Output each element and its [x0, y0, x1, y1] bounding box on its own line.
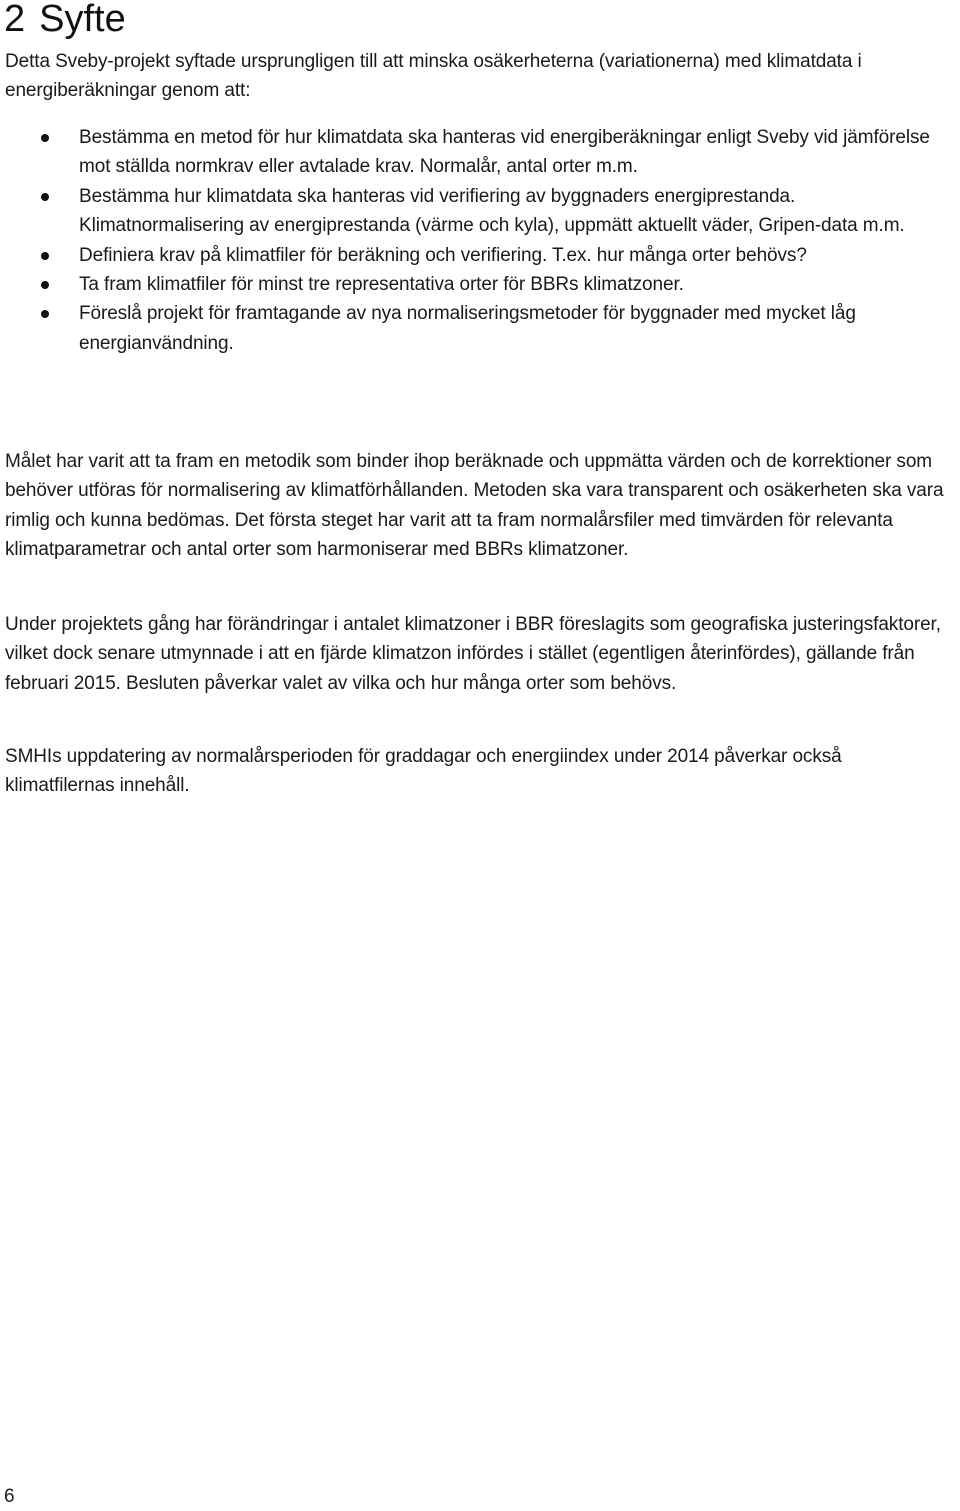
bullet-icon — [41, 281, 49, 289]
bullet-item — [0, 123, 955, 182]
section-number: 2 — [4, 0, 26, 40]
bullet-icon — [41, 310, 49, 318]
intro-paragraph: Detta Sveby-projekt syftade ursprungligen till att minska osäkerheterna (variationerna) med klimatdata i energiberäkningar genom att: — [5, 51, 862, 102]
body-paragraph: SMHIs uppdatering av normalårsperioden för graddagar och energiindex under 2014 påverkar också klimatfilernas innehåll. — [5, 746, 842, 797]
bullet-item — [0, 241, 955, 270]
bullet-icon — [41, 193, 49, 201]
section-title: Syfte — [39, 0, 126, 40]
body-paragraph: Under projektets gång har förändringar i antalet klimatzoner i BBR föreslagits som geografiska justeringsfaktorer, vilket dock senare utmynnade i att en fjärde klimatzon infördes i stället (egentligen återinfördes), gällande från februari 2015. Besluten påverkar valet av vilka och hur många orter som behövs. — [5, 614, 941, 694]
bullet-icon — [41, 134, 49, 142]
bullet-item — [0, 299, 955, 358]
bullet-text: Bestämma en metod för hur klimatdata ska hanteras vid energiberäkningar enligt Sveby vid jämförelse mot ställda normkrav eller avtalade krav. Normalår, antal orter m.m. — [79, 127, 930, 178]
bullet-text: Bestämma hur klimatdata ska hanteras vid verifiering av byggnaders energiprestanda. Klimatnormalisering av energiprestanda (värme och kyla), uppmätt aktuellt väder, Gripen-data m.m. — [79, 185, 905, 237]
section-heading — [4, 0, 126, 42]
body-paragraph: Målet har varit att ta fram en metodik som binder ihop beräknade och uppmätta värden och de korrektioner som behöver utföras för normalisering av klimatförhållanden. Metoden ska vara transparent och osäkerheten ska vara rimlig och kunna bedömas. Det första steget har varit att ta fram normalårsfiler med timvärden för relevanta klimatparametrar och antal orter som harmoniserar med BBRs klimatzoner. — [5, 451, 944, 561]
bullet-text: Ta fram klimatfiler för minst tre representativa orter för BBRs klimatzoner. — [79, 274, 684, 296]
bullet-item — [0, 270, 955, 299]
page-number: 6 — [4, 1486, 15, 1507]
bullet-text: Definiera krav på klimatfiler för beräkning och verifiering. T.ex. hur många orter behövs? — [79, 244, 807, 266]
bullet-list — [0, 123, 955, 358]
bullet-icon — [41, 252, 49, 260]
bullet-item — [0, 182, 955, 241]
bullet-text: Föreslå projekt för framtagande av nya normaliseringsmetoder för byggnader med mycket låg energianvändning. — [79, 303, 856, 354]
